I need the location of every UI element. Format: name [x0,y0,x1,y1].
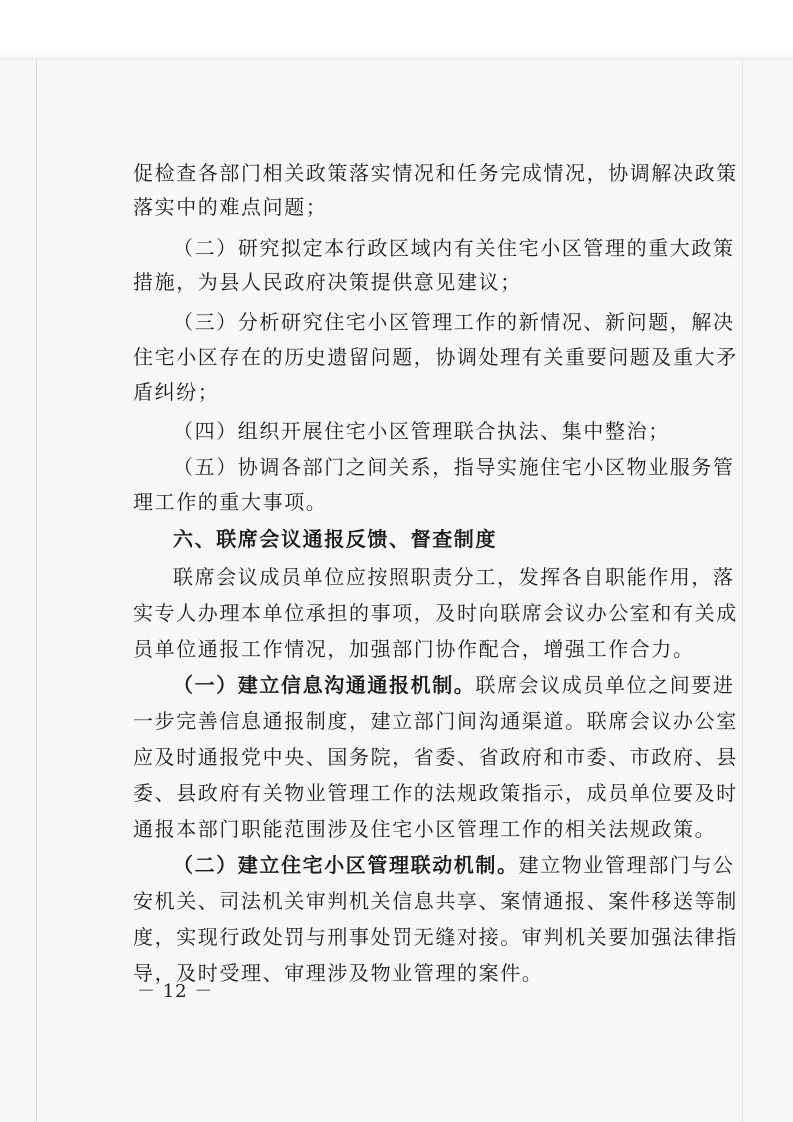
text-line: 度，实现行政处罚与刑事处罚无缝对接。审判机关要加强法律指 [133,925,738,949]
page-top-edge [0,0,793,60]
text-line [173,853,735,877]
text-line: 联席会议成员单位应按照职责分工，发挥各自职能作用，落 [173,565,735,589]
text-line: 应及时通报党中央、国务院，省委、省政府和市委、市政府、县 [133,745,738,769]
page-number: － 12 － [137,981,214,1002]
text-line [173,673,735,697]
page-left-edge [36,60,37,1122]
text-line: 理工作的重大事项。 [133,490,328,514]
text-line: 实专人办理本单位承担的事项，及时向联席会议办公室和有关成 [133,601,738,625]
text-line: 盾纠纷； [133,380,220,404]
text-line: 一步完善信息通报制度，建立部门间沟通渠道。联席会议办公室 [133,709,738,733]
text-line: （二）研究拟定本行政区域内有关住宅小区管理的重大政策 [173,236,735,260]
text-line: 委、县政府有关物业管理工作的法规政策指示，成员单位要及时 [133,781,738,805]
text-line: 员单位通报工作情况，加强部门协作配合，增强工作合力。 [133,637,695,661]
text-line: 落实中的难点问题； [133,195,328,219]
subsection-title: （一）建立信息沟通通报机制。 [173,673,476,697]
text-run: 联席会议成员单位之间要进 [475,673,735,697]
text-line: 促检查各部门相关政策落实情况和任务完成情况，协调解决政策 [133,161,738,185]
subsection-title: （二）建立住宅小区管理联动机制。 [173,853,519,877]
text-line: 通报本部门职能范围涉及住宅小区管理工作的相关法规政策。 [133,817,717,841]
text-line: 导，及时受理、审理涉及物业管理的案件。 [133,961,544,985]
section-heading: 六、联席会议通报反馈、督查制度 [173,527,497,551]
text-line: 措施，为县人民政府决策提供意见建议； [133,270,522,294]
text-run: 建立物业管理部门与公 [518,853,735,877]
text-line: （四）组织开展住宅小区管理联合执法、集中整治； [173,419,670,443]
text-line: （三）分析研究住宅小区管理工作的新情况、新问题，解决 [173,310,735,334]
text-line: 安机关、司法机关审判机关信息共享、案情通报、案件移送等制 [133,889,738,913]
text-line: （五）协调各部门之间关系，指导实施住宅小区物业服务管 [173,455,735,479]
page-right-edge [742,60,743,1122]
text-line: 住宅小区存在的历史遗留问题，协调处理有关重要问题及重大矛 [133,345,738,369]
